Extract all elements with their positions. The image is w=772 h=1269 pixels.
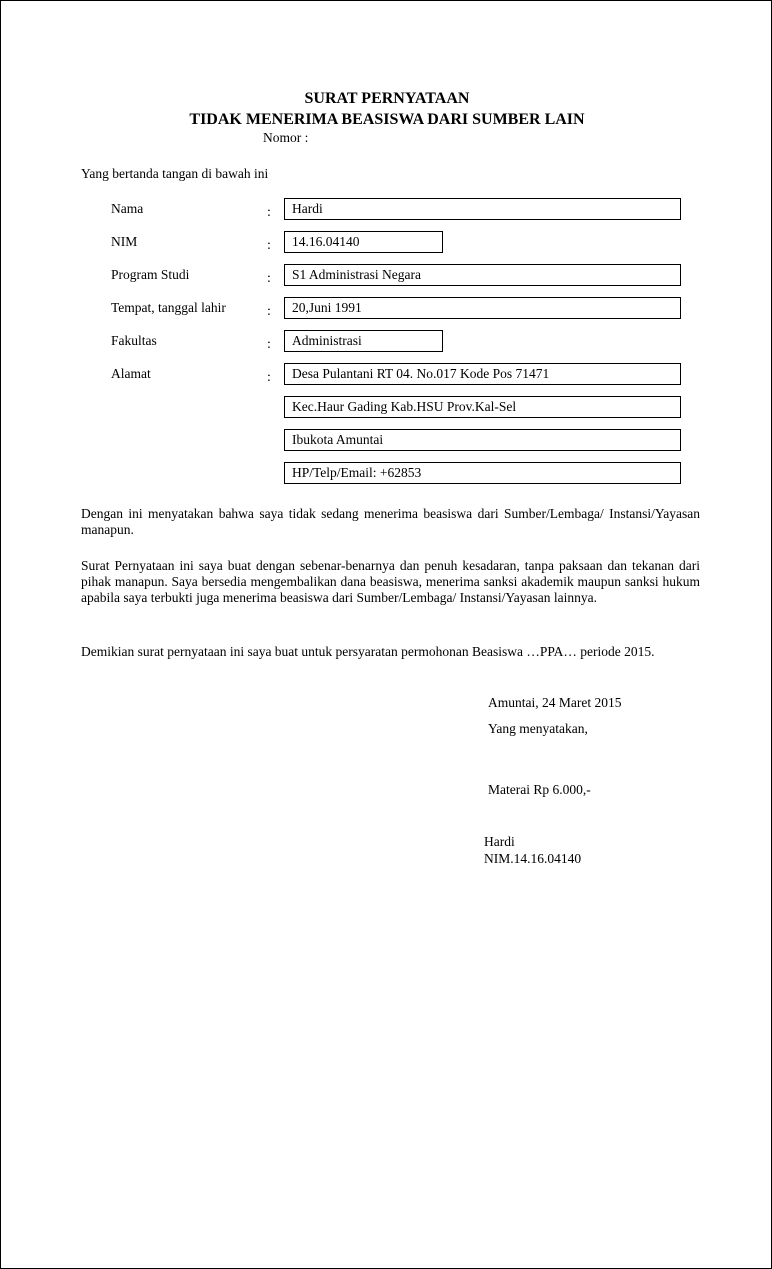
- ttl-label: Tempat, tanggal lahir: [111, 300, 226, 315]
- alamat-line-1: Desa Pulantani RT 04. No.017 Kode Pos 71471: [284, 363, 681, 385]
- nim-field: 14.16.04140: [284, 231, 443, 253]
- intro-text: Yang bertanda tangan di bawah ini: [81, 166, 269, 181]
- nama-colon: :: [267, 205, 271, 220]
- prodi-colon: :: [267, 271, 271, 286]
- letter-title: SURAT PERNYATAAN: [304, 90, 470, 107]
- fakultas-colon: :: [267, 337, 271, 352]
- materai-label: Materai Rp 6.000,-: [488, 782, 591, 797]
- fakultas-field: Administrasi: [284, 330, 443, 352]
- place-date: Amuntai, 24 Maret 2015: [488, 695, 622, 710]
- declarant-label: Yang menyatakan,: [488, 721, 588, 736]
- fakultas-label: Fakultas: [111, 333, 157, 348]
- alamat-colon: :: [267, 370, 271, 385]
- letter-subtitle: TIDAK MENERIMA BEASISWA DARI SUMBER LAIN: [189, 111, 585, 128]
- alamat-line-4: HP/Telp/Email: +62853: [284, 462, 681, 484]
- prodi-label: Program Studi: [111, 267, 190, 282]
- alamat-line-2: Kec.Haur Gading Kab.HSU Prov.Kal-Sel: [284, 396, 681, 418]
- alamat-line-3: Ibukota Amuntai: [284, 429, 681, 451]
- declaration-paragraph: Surat Pernyataan ini saya buat dengan sebenar-benarnya dan penuh kesadaran, tanpa paksaan dan tekanan dari pihak manapun. Saya bersedia mengembalikan dana beasiswa, menerima sanksi akademik maupun sanksi hukum apabila saya terbukti juga menerima beasiswa dari Sumber/Lembaga/ Instansi/Yayasan lainnya.: [81, 558, 700, 605]
- nama-label: Nama: [111, 201, 144, 216]
- letter-number-label: Nomor :: [263, 130, 309, 145]
- signer-nim: NIM.14.16.04140: [484, 851, 582, 866]
- prodi-field: S1 Administrasi Negara: [284, 264, 681, 286]
- signer-name: Hardi: [484, 834, 515, 849]
- ttl-colon: :: [267, 304, 271, 319]
- statement-paragraph: Dengan ini menyatakan bahwa saya tidak sedang menerima beasiswa dari Sumber/Lembaga/ Instansi/Yayasan manapun.: [81, 506, 700, 537]
- alamat-label: Alamat: [111, 366, 151, 381]
- nim-label: NIM: [111, 234, 138, 249]
- closing-paragraph: Demikian surat pernyataan ini saya buat untuk persyaratan permohonan Beasiswa …PPA… periode 2015.: [81, 644, 655, 659]
- nama-field: Hardi: [284, 198, 681, 220]
- nim-colon: :: [267, 238, 271, 253]
- ttl-field: 20,Juni 1991: [284, 297, 681, 319]
